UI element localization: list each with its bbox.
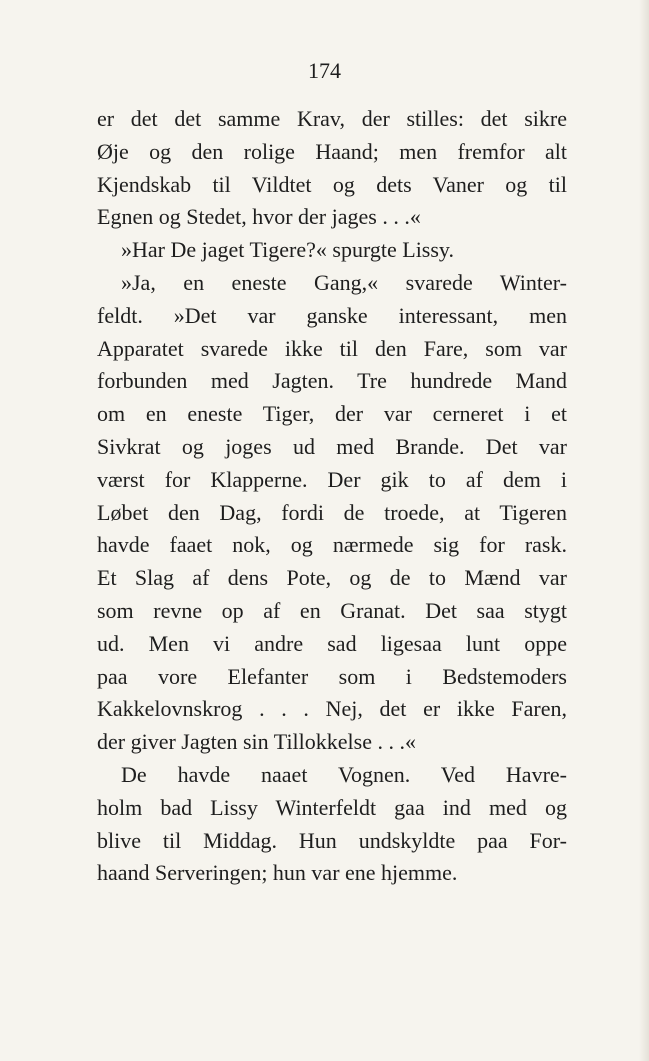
text-line: Et Slag af dens Pote, og de to Mænd var [97, 565, 567, 591]
text-line: »Har De jaget Tigere?« spurgte Lissy. [121, 237, 454, 263]
page-edge [639, 0, 649, 1061]
text-line: Egnen og Stedet, hvor der jages . . .« [97, 204, 421, 230]
text-line: Sivkrat og joges ud med Brande. Det var [97, 433, 567, 459]
body-text [97, 103, 567, 890]
text-line: Kakkelovnskrog . . . Nej, det er ikke Faren, [97, 696, 567, 722]
text-line: paa vore Elefanter som i Bedstemoders [97, 663, 567, 689]
text-line: feldt. »Det var ganske interessant, men [97, 302, 567, 328]
text-line: haand Serveringen; hun var ene hjemme. [97, 860, 458, 886]
text-line: blive til Middag. Hun undskyldte paa For- [97, 827, 567, 853]
text-line: Kjendskab til Vildtet og dets Vaner og til [97, 171, 567, 197]
text-line: holm bad Lissy Winterfeldt gaa ind med og [97, 794, 567, 820]
text-line: Øje og den rolige Haand; men fremfor alt [97, 138, 567, 164]
text-line: De havde naaet Vognen. Ved Havre- [121, 761, 567, 787]
text-line: Løbet den Dag, fordi de troede, at Tigeren [97, 499, 567, 525]
text-line: der giver Jagten sin Tillokkelse . . .« [97, 729, 416, 755]
page-number: 174 [308, 58, 341, 83]
text-line: om en eneste Tiger, der var cerneret i et [97, 401, 567, 427]
text-line: er det det samme Krav, der stilles: det sikre [97, 106, 567, 131]
text-line: ud. Men vi andre sad ligesaa lunt oppe [97, 630, 567, 656]
text-line: værst for Klapperne. Der gik to af dem i [97, 466, 567, 492]
text-line: forbunden med Jagten. Tre hundrede Mand [97, 368, 567, 394]
text-line: Apparatet svarede ikke til den Fare, som var [97, 335, 567, 361]
text-line: »Ja, en eneste Gang,« svarede Winter- [121, 269, 567, 295]
text-line: som revne op af en Granat. Det saa stygt [97, 597, 567, 623]
text-line: havde faaet nok, og nærmede sig for rask. [97, 532, 567, 558]
